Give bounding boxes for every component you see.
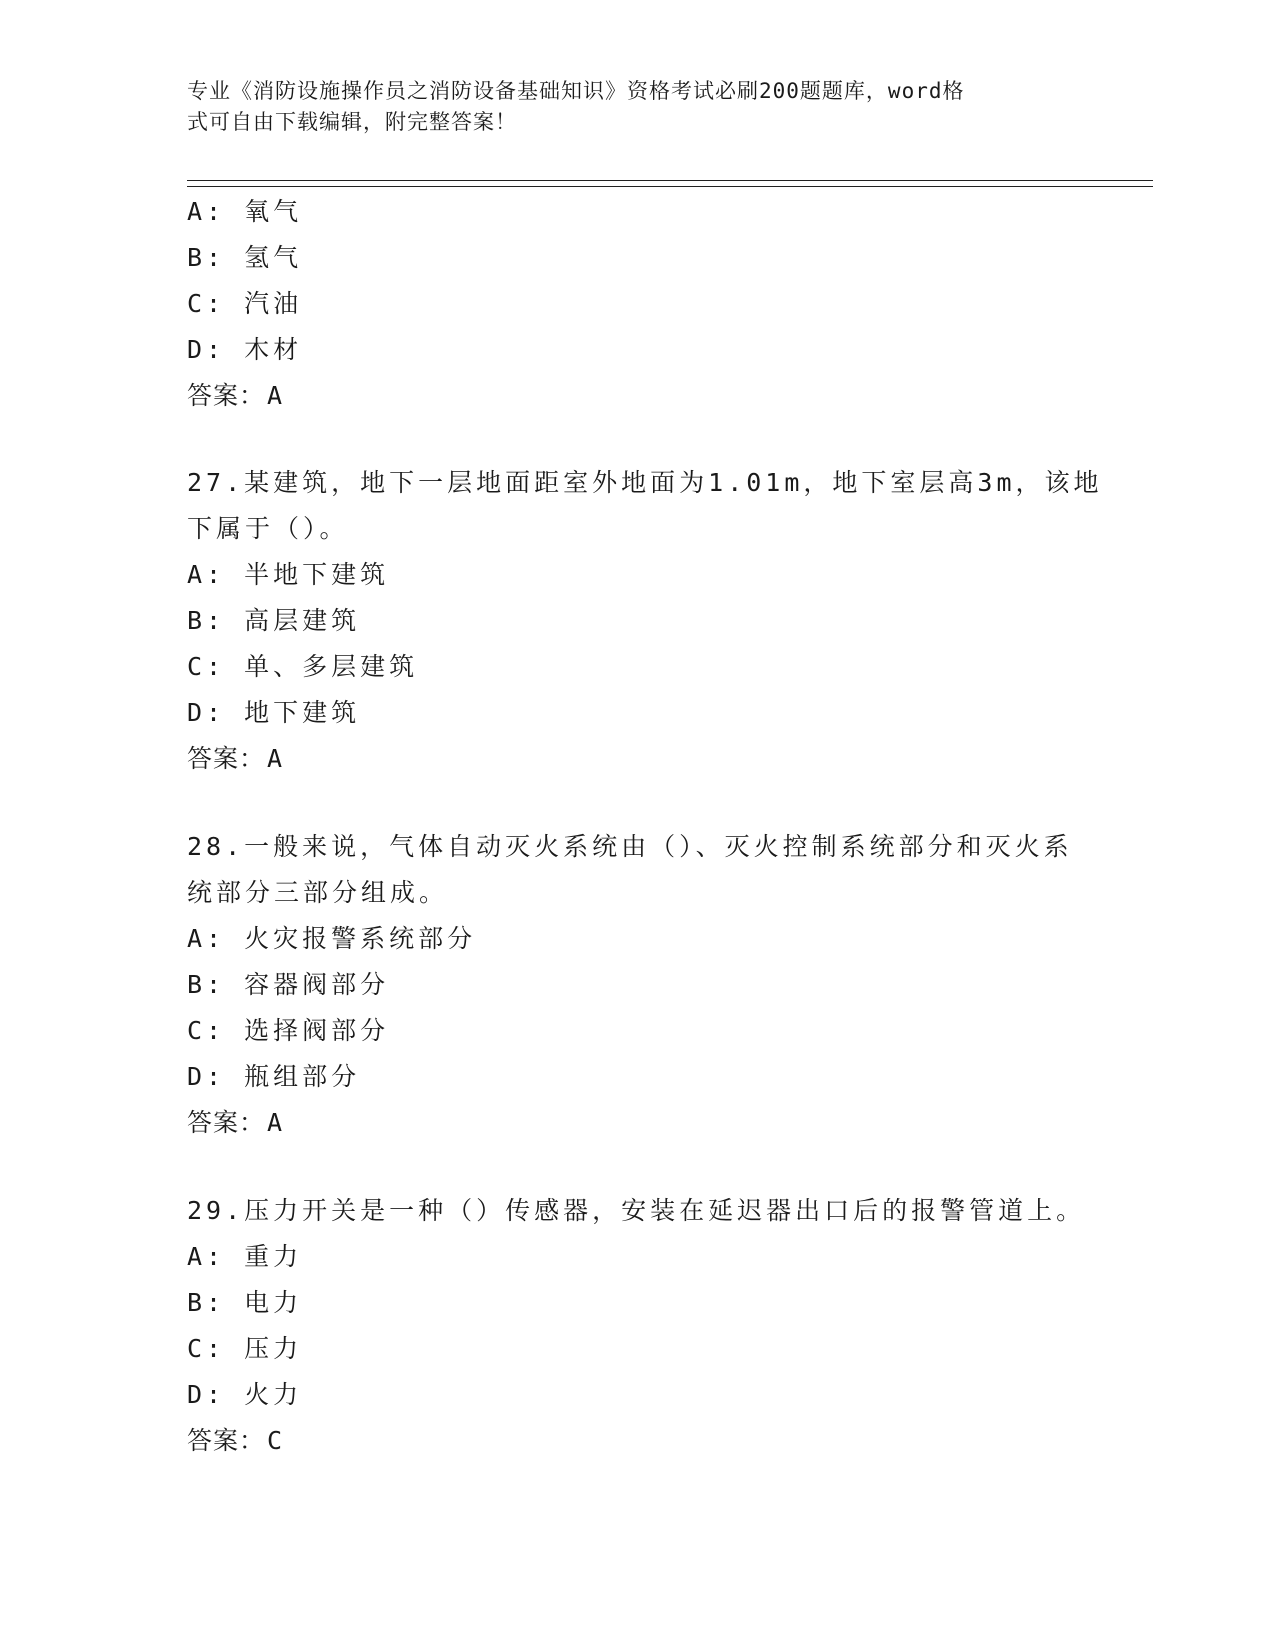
answer-value: A (267, 381, 284, 410)
option-d: D: 地下建筑 (187, 698, 361, 727)
option-a: A: 半地下建筑 (187, 560, 390, 589)
option-a: A: 火灾报警系统部分 (187, 924, 477, 953)
answer-value: C (267, 1426, 284, 1455)
option-c: C: 单、多层建筑 (187, 652, 419, 681)
option-a: A: 重力 (187, 1242, 303, 1271)
question-26 (187, 189, 1087, 419)
header-title-line-2: 式可自由下载编辑，附完整答案！ (187, 110, 517, 134)
answer-label: 答案： (187, 1108, 266, 1137)
header-divider-bottom (187, 186, 1153, 187)
answer-value: A (267, 1108, 284, 1137)
question-stem-line-2: 下属于（）。 (187, 514, 349, 543)
question-27 (187, 460, 1103, 782)
option-d: D: 火力 (187, 1380, 303, 1409)
document-header (187, 76, 1067, 138)
question-28 (187, 824, 1087, 1146)
question-stem-line-1: 27.某建筑，地下一层地面距室外地面为1.01m，地下室层高3m，该地 (187, 468, 1103, 497)
header-title-line-1: 专业《消防设施操作员之消防设备基础知识》资格考试必刷200题题库，word格 (187, 79, 965, 103)
answer-label: 答案： (187, 1426, 266, 1455)
option-c: C: 压力 (187, 1334, 303, 1363)
question-stem-line-1: 29.压力开关是一种（）传感器，安装在延迟器出口后的报警管道上。 (187, 1196, 1086, 1225)
option-c: C: 汽油 (187, 289, 303, 318)
option-b: B: 电力 (187, 1288, 303, 1317)
question-29 (187, 1188, 1087, 1464)
option-b: B: 容器阀部分 (187, 970, 390, 999)
option-b: B: 高层建筑 (187, 606, 361, 635)
answer-label: 答案： (187, 381, 266, 410)
answer-label: 答案： (187, 744, 266, 773)
option-c: C: 选择阀部分 (187, 1016, 390, 1045)
option-d: D: 瓶组部分 (187, 1062, 361, 1091)
option-b: B: 氢气 (187, 243, 303, 272)
answer-line (187, 1100, 1087, 1146)
answer-line (187, 1418, 1087, 1464)
option-d: D: 木材 (187, 335, 303, 364)
question-stem-line-2: 统部分三部分组成。 (187, 878, 449, 907)
question-stem-line-1: 28.一般来说，气体自动灭火系统由（）、灭火控制系统部分和灭火系 (187, 832, 1073, 861)
header-divider-top (187, 180, 1153, 181)
option-a: A: 氧气 (187, 197, 303, 226)
answer-line (187, 373, 1087, 419)
answer-line (187, 736, 1087, 782)
answer-value: A (267, 744, 284, 773)
